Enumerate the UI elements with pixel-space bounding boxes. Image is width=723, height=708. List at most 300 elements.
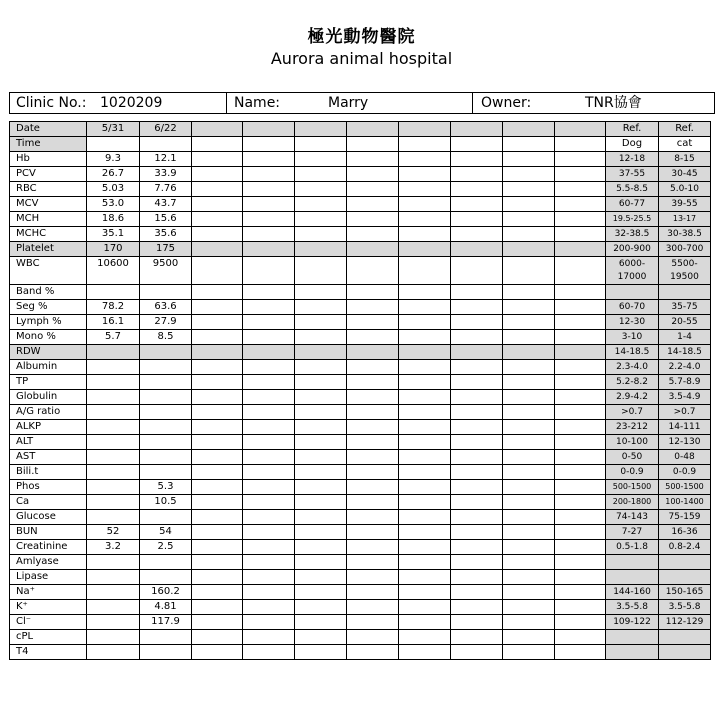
- empty-result-cell: [451, 525, 503, 540]
- empty-result-cell: [503, 315, 555, 330]
- empty-result-cell: [503, 345, 555, 360]
- empty-result-cell: [192, 285, 243, 300]
- ref-dog-species: Dog: [606, 137, 659, 152]
- empty-result-cell: [295, 630, 347, 645]
- ref-cat-cell: 14-111: [659, 420, 711, 435]
- empty-result-cell: [503, 450, 555, 465]
- empty-result-cell: [399, 615, 451, 630]
- table-row: [10, 390, 711, 405]
- empty-result-cell: [347, 167, 399, 182]
- empty-result-cell: [555, 600, 606, 615]
- empty-result-cell: [192, 257, 243, 285]
- ref-dog-cell: 10-100: [606, 435, 659, 450]
- table-row: [10, 630, 711, 645]
- empty-result-cell: [347, 615, 399, 630]
- empty-result-cell: [347, 525, 399, 540]
- empty-result-cell: [503, 375, 555, 390]
- empty-result-cell: [243, 495, 295, 510]
- empty-result-cell: [451, 315, 503, 330]
- result-cell: 5.7: [87, 330, 140, 345]
- empty-result-cell: [347, 420, 399, 435]
- empty-result-cell: [503, 540, 555, 555]
- empty-result-cell: [555, 390, 606, 405]
- empty-result-cell: [192, 152, 243, 167]
- empty-result-cell: [347, 510, 399, 525]
- empty-result-cell: [555, 242, 606, 257]
- empty-result-cell: [451, 495, 503, 510]
- empty-result-cell: [243, 480, 295, 495]
- empty-result-cell: [295, 360, 347, 375]
- result-cell: [140, 435, 192, 450]
- empty-result-cell: [503, 510, 555, 525]
- empty-result-cell: [347, 645, 399, 660]
- empty-result-cell: [347, 480, 399, 495]
- empty-result-cell: [243, 600, 295, 615]
- empty-result-cell: [295, 525, 347, 540]
- empty-result-cell: [503, 212, 555, 227]
- result-cell: [140, 360, 192, 375]
- ref-cat-cell: 3.5-5.8: [659, 600, 711, 615]
- ref-dog-cell: 500-1500: [606, 480, 659, 495]
- empty-result-cell: [555, 315, 606, 330]
- result-cell: [140, 375, 192, 390]
- ref-dog-cell: 0-0.9: [606, 465, 659, 480]
- result-cell: [87, 390, 140, 405]
- result-cell: 5.3: [140, 480, 192, 495]
- empty-result-cell: [399, 285, 451, 300]
- empty-result-cell: [451, 390, 503, 405]
- empty-result-cell: [555, 182, 606, 197]
- empty-result-cell: [295, 345, 347, 360]
- empty-result-cell: [243, 212, 295, 227]
- empty-result-cell: [243, 405, 295, 420]
- ref-dog-cell: 200-900: [606, 242, 659, 257]
- empty-result-cell: [503, 645, 555, 660]
- empty-result-cell: [503, 630, 555, 645]
- empty-result-cell: [243, 182, 295, 197]
- ref-cat-species: cat: [659, 137, 711, 152]
- empty-result-cell: [192, 495, 243, 510]
- empty-result-cell: [295, 390, 347, 405]
- ref-dog-cell: [606, 645, 659, 660]
- empty-result-cell: [555, 495, 606, 510]
- empty-result-cell: [192, 600, 243, 615]
- empty-result-cell: [192, 197, 243, 212]
- result-cell: 10.5: [140, 495, 192, 510]
- ref-cat-cell: 5.7-8.9: [659, 375, 711, 390]
- ref-dog-cell: 74-143: [606, 510, 659, 525]
- date-cell: [295, 122, 347, 137]
- table-row: [10, 480, 711, 495]
- test-name-cell: WBC: [10, 257, 87, 285]
- empty-result-cell: [243, 570, 295, 585]
- ref-cat-cell: 3.5-4.9: [659, 390, 711, 405]
- result-cell: [140, 510, 192, 525]
- empty-result-cell: [347, 152, 399, 167]
- empty-result-cell: [399, 300, 451, 315]
- result-cell: 2.5: [140, 540, 192, 555]
- ref-cat-cell: 150-165: [659, 585, 711, 600]
- empty-result-cell: [192, 525, 243, 540]
- empty-result-cell: [243, 390, 295, 405]
- empty-result-cell: [295, 480, 347, 495]
- test-name-cell: Platelet: [10, 242, 87, 257]
- result-cell: [87, 585, 140, 600]
- ref-dog-cell: [606, 285, 659, 300]
- empty-result-cell: [451, 600, 503, 615]
- date-cell: 5/31: [87, 122, 140, 137]
- empty-result-cell: [451, 285, 503, 300]
- table-row: [10, 330, 711, 345]
- empty-result-cell: [555, 450, 606, 465]
- time-cell: [347, 137, 399, 152]
- empty-result-cell: [243, 510, 295, 525]
- ref-cat-cell: 0-48: [659, 450, 711, 465]
- ref-dog-cell: >0.7: [606, 405, 659, 420]
- empty-result-cell: [192, 435, 243, 450]
- table-row: [10, 227, 711, 242]
- empty-result-cell: [192, 182, 243, 197]
- result-cell: 117.9: [140, 615, 192, 630]
- result-cell: 4.81: [140, 600, 192, 615]
- ref-cat-cell: >0.7: [659, 405, 711, 420]
- empty-result-cell: [243, 435, 295, 450]
- empty-result-cell: [399, 242, 451, 257]
- empty-result-cell: [451, 555, 503, 570]
- table-row: [10, 420, 711, 435]
- empty-result-cell: [503, 600, 555, 615]
- empty-result-cell: [192, 212, 243, 227]
- ref-cat-cell: 39-55: [659, 197, 711, 212]
- empty-result-cell: [295, 242, 347, 257]
- time-label: Time: [10, 137, 87, 152]
- table-row: [10, 405, 711, 420]
- date-label: Date: [10, 122, 87, 137]
- empty-result-cell: [243, 330, 295, 345]
- empty-result-cell: [451, 300, 503, 315]
- time-cell: [451, 137, 503, 152]
- ref-cat-cell: 30-45: [659, 167, 711, 182]
- empty-result-cell: [347, 450, 399, 465]
- empty-result-cell: [451, 167, 503, 182]
- table-row: [10, 615, 711, 630]
- table-row: [10, 540, 711, 555]
- empty-result-cell: [399, 227, 451, 242]
- empty-result-cell: [243, 167, 295, 182]
- empty-result-cell: [192, 420, 243, 435]
- empty-result-cell: [399, 375, 451, 390]
- test-name-cell: Globulin: [10, 390, 87, 405]
- table-row: [10, 525, 711, 540]
- empty-result-cell: [399, 360, 451, 375]
- result-cell: [140, 390, 192, 405]
- empty-result-cell: [295, 285, 347, 300]
- empty-result-cell: [295, 257, 347, 285]
- empty-result-cell: [399, 450, 451, 465]
- empty-result-cell: [399, 645, 451, 660]
- empty-result-cell: [243, 630, 295, 645]
- result-cell: 43.7: [140, 197, 192, 212]
- ref-dog-cell: 0.5-1.8: [606, 540, 659, 555]
- result-cell: [140, 420, 192, 435]
- result-cell: 10600: [87, 257, 140, 285]
- empty-result-cell: [451, 585, 503, 600]
- empty-result-cell: [555, 630, 606, 645]
- test-name-cell: RDW: [10, 345, 87, 360]
- table-row: [10, 585, 711, 600]
- lab-results-table: [9, 121, 711, 660]
- test-name-cell: Amlyase: [10, 555, 87, 570]
- empty-result-cell: [555, 197, 606, 212]
- date-header-row: [10, 122, 711, 137]
- result-cell: 35.1: [87, 227, 140, 242]
- test-name-cell: Creatinine: [10, 540, 87, 555]
- empty-result-cell: [399, 345, 451, 360]
- empty-result-cell: [243, 585, 295, 600]
- empty-result-cell: [295, 570, 347, 585]
- empty-result-cell: [295, 465, 347, 480]
- empty-result-cell: [555, 420, 606, 435]
- empty-result-cell: [243, 345, 295, 360]
- test-name-cell: Albumin: [10, 360, 87, 375]
- empty-result-cell: [243, 152, 295, 167]
- empty-result-cell: [503, 330, 555, 345]
- empty-result-cell: [399, 630, 451, 645]
- empty-result-cell: [451, 630, 503, 645]
- result-cell: [140, 405, 192, 420]
- empty-result-cell: [295, 315, 347, 330]
- empty-result-cell: [347, 242, 399, 257]
- empty-result-cell: [295, 227, 347, 242]
- empty-result-cell: [555, 435, 606, 450]
- empty-result-cell: [295, 375, 347, 390]
- empty-result-cell: [192, 555, 243, 570]
- table-row: [10, 645, 711, 660]
- empty-result-cell: [295, 182, 347, 197]
- test-name-cell: Bili.t: [10, 465, 87, 480]
- empty-result-cell: [347, 212, 399, 227]
- test-name-cell: MCV: [10, 197, 87, 212]
- empty-result-cell: [347, 285, 399, 300]
- empty-result-cell: [503, 570, 555, 585]
- empty-result-cell: [503, 285, 555, 300]
- ref-dog-cell: 2.9-4.2: [606, 390, 659, 405]
- ref-dog-cell: 19.5-25.5: [606, 212, 659, 227]
- ref-dog-cell: 12-30: [606, 315, 659, 330]
- info-divider: [472, 93, 473, 113]
- empty-result-cell: [347, 182, 399, 197]
- empty-result-cell: [555, 570, 606, 585]
- empty-result-cell: [451, 212, 503, 227]
- empty-result-cell: [555, 555, 606, 570]
- result-cell: [87, 345, 140, 360]
- result-cell: [87, 285, 140, 300]
- result-cell: [87, 360, 140, 375]
- result-cell: [87, 510, 140, 525]
- ref-cat-cell: 0.8-2.4: [659, 540, 711, 555]
- empty-result-cell: [503, 615, 555, 630]
- empty-result-cell: [192, 630, 243, 645]
- result-cell: [140, 630, 192, 645]
- empty-result-cell: [295, 152, 347, 167]
- ref-cat-cell: 35-75: [659, 300, 711, 315]
- ref-dog-cell: 60-77: [606, 197, 659, 212]
- result-cell: 52: [87, 525, 140, 540]
- result-cell: 3.2: [87, 540, 140, 555]
- test-name-cell: Cl⁻: [10, 615, 87, 630]
- result-cell: 15.6: [140, 212, 192, 227]
- patient-name-label: Name:: [234, 95, 281, 111]
- ref-dog-cell: 37-55: [606, 167, 659, 182]
- test-name-cell: Na⁺: [10, 585, 87, 600]
- ref-dog-cell: 5.5-8.5: [606, 182, 659, 197]
- empty-result-cell: [399, 330, 451, 345]
- empty-result-cell: [347, 555, 399, 570]
- result-cell: 7.76: [140, 182, 192, 197]
- empty-result-cell: [555, 212, 606, 227]
- test-name-cell: Band %: [10, 285, 87, 300]
- result-cell: 53.0: [87, 197, 140, 212]
- empty-result-cell: [347, 465, 399, 480]
- empty-result-cell: [555, 227, 606, 242]
- empty-result-cell: [503, 390, 555, 405]
- ref-cat-cell: 5.0-10: [659, 182, 711, 197]
- test-name-cell: BUN: [10, 525, 87, 540]
- empty-result-cell: [243, 540, 295, 555]
- result-cell: [87, 630, 140, 645]
- empty-result-cell: [399, 600, 451, 615]
- ref-dog-cell: 23-212: [606, 420, 659, 435]
- empty-result-cell: [295, 300, 347, 315]
- date-cell: [399, 122, 451, 137]
- table-row: [10, 197, 711, 212]
- empty-result-cell: [399, 540, 451, 555]
- date-cell: 6/22: [140, 122, 192, 137]
- empty-result-cell: [347, 600, 399, 615]
- result-cell: 8.5: [140, 330, 192, 345]
- empty-result-cell: [295, 420, 347, 435]
- test-name-cell: Hb: [10, 152, 87, 167]
- time-cell: [140, 137, 192, 152]
- empty-result-cell: [399, 182, 451, 197]
- empty-result-cell: [555, 540, 606, 555]
- table-row: [10, 182, 711, 197]
- result-cell: [87, 375, 140, 390]
- ref-cat-cell: 8-15: [659, 152, 711, 167]
- table-row: [10, 242, 711, 257]
- empty-result-cell: [192, 315, 243, 330]
- ref-dog-cell: [606, 555, 659, 570]
- date-cell: [243, 122, 295, 137]
- empty-result-cell: [243, 285, 295, 300]
- result-cell: [140, 465, 192, 480]
- empty-result-cell: [347, 315, 399, 330]
- empty-result-cell: [503, 167, 555, 182]
- date-cell: [347, 122, 399, 137]
- ref-cat-cell: 300-700: [659, 242, 711, 257]
- empty-result-cell: [503, 360, 555, 375]
- empty-result-cell: [399, 212, 451, 227]
- empty-result-cell: [295, 435, 347, 450]
- empty-result-cell: [192, 615, 243, 630]
- result-cell: 26.7: [87, 167, 140, 182]
- empty-result-cell: [295, 600, 347, 615]
- ref-cat-cell: [659, 285, 711, 300]
- empty-result-cell: [555, 525, 606, 540]
- result-cell: [87, 420, 140, 435]
- empty-result-cell: [451, 420, 503, 435]
- test-name-cell: ALT: [10, 435, 87, 450]
- test-name-cell: RBC: [10, 182, 87, 197]
- empty-result-cell: [399, 585, 451, 600]
- result-cell: [87, 615, 140, 630]
- empty-result-cell: [347, 330, 399, 345]
- empty-result-cell: [243, 375, 295, 390]
- result-cell: 9500: [140, 257, 192, 285]
- ref-cat-cell: [659, 570, 711, 585]
- empty-result-cell: [347, 570, 399, 585]
- empty-result-cell: [192, 300, 243, 315]
- empty-result-cell: [555, 375, 606, 390]
- empty-result-cell: [451, 375, 503, 390]
- table-row: [10, 450, 711, 465]
- result-cell: [87, 570, 140, 585]
- table-row: [10, 465, 711, 480]
- result-cell: [87, 405, 140, 420]
- empty-result-cell: [451, 540, 503, 555]
- hospital-name-chinese: 極光動物醫院: [307, 27, 416, 47]
- table-row: [10, 555, 711, 570]
- empty-result-cell: [451, 465, 503, 480]
- empty-result-cell: [192, 167, 243, 182]
- empty-result-cell: [192, 227, 243, 242]
- empty-result-cell: [399, 495, 451, 510]
- ref-dog-cell: 14-18.5: [606, 345, 659, 360]
- result-cell: 18.6: [87, 212, 140, 227]
- ref-cat-cell: 12-130: [659, 435, 711, 450]
- ref-dog-cell: 0-50: [606, 450, 659, 465]
- table-row: [10, 345, 711, 360]
- empty-result-cell: [192, 390, 243, 405]
- ref-dog-heading: Ref.: [606, 122, 659, 137]
- test-name-cell: Glucose: [10, 510, 87, 525]
- empty-result-cell: [192, 510, 243, 525]
- empty-result-cell: [503, 405, 555, 420]
- result-cell: [140, 555, 192, 570]
- empty-result-cell: [295, 330, 347, 345]
- empty-result-cell: [192, 450, 243, 465]
- empty-result-cell: [503, 257, 555, 285]
- empty-result-cell: [399, 405, 451, 420]
- time-cell: [243, 137, 295, 152]
- ref-dog-cell: 32-38.5: [606, 227, 659, 242]
- empty-result-cell: [243, 615, 295, 630]
- empty-result-cell: [503, 495, 555, 510]
- empty-result-cell: [192, 360, 243, 375]
- empty-result-cell: [295, 615, 347, 630]
- empty-result-cell: [347, 585, 399, 600]
- empty-result-cell: [192, 330, 243, 345]
- result-cell: 78.2: [87, 300, 140, 315]
- ref-cat-cell: 500-1500: [659, 480, 711, 495]
- empty-result-cell: [243, 645, 295, 660]
- ref-cat-cell: [659, 630, 711, 645]
- ref-cat-cell: 0-0.9: [659, 465, 711, 480]
- ref-dog-cell: 3-10: [606, 330, 659, 345]
- ref-dog-cell: 7-27: [606, 525, 659, 540]
- ref-dog-cell: 60-70: [606, 300, 659, 315]
- empty-result-cell: [243, 197, 295, 212]
